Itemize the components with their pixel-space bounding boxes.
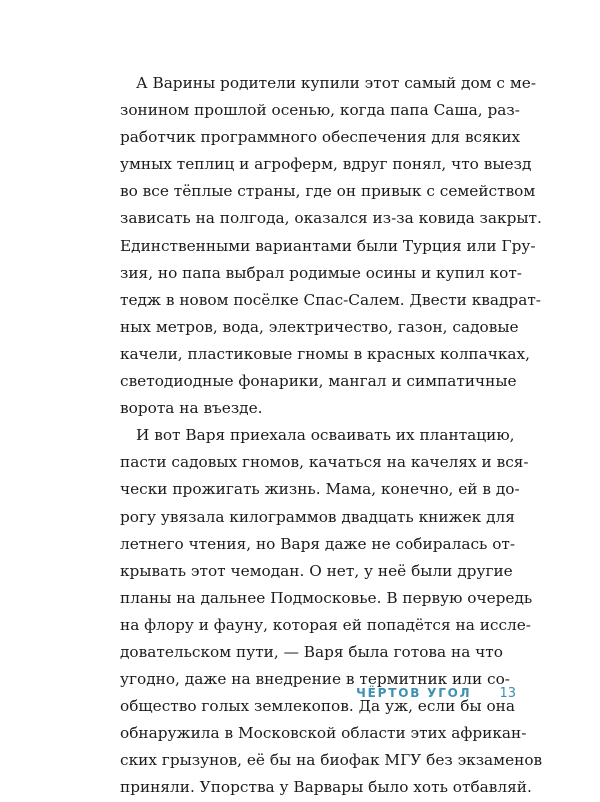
text-line: светодиодные фонарики, мангал и симпатичные xyxy=(120,372,517,391)
text-line: зия, но папа выбрал родимые осины и купил кот- xyxy=(120,263,522,282)
text-line: летнего чтения, но Варя даже не собиралась от- xyxy=(120,534,516,553)
text-line: приняли. Упорства у Варвары было хоть отбавляй. xyxy=(120,778,532,797)
text-line: обнаружила в Московской области этих африкан- xyxy=(120,724,527,743)
text-line: рогу увязала килограммов двадцать книжек для xyxy=(120,507,515,526)
page-footer xyxy=(356,686,516,701)
page-number: 13 xyxy=(499,686,516,701)
text-line: качели, пластиковые гномы в красных колпачках, xyxy=(120,344,531,363)
text-line: ворота на въезде. xyxy=(120,399,263,418)
text-line: Единственными вариантами были Турция или Гру- xyxy=(120,236,536,255)
text-line: работчик программного обеспечения для всяких xyxy=(120,128,521,147)
text-line: пасти садовых гномов, качаться на качелях и вся- xyxy=(120,453,529,472)
text-line: планы на дальнее Подмосковье. В первую очередь xyxy=(120,588,533,607)
text-line: ных метров, вода, электричество, газон, садовые xyxy=(120,317,519,336)
text-line: И вот Варя приехала осваивать их плантацию, xyxy=(136,426,515,445)
text-line: общество голых землекопов. Да уж, если бы она xyxy=(120,697,515,716)
text-line: во все тёплые страны, где он привык с семейством xyxy=(120,182,536,201)
running-title: ЧЁРТОВ УГОЛ xyxy=(356,686,472,700)
text-line: тедж в новом посёлке Спас-Салем. Двести квадрат- xyxy=(120,290,541,309)
text-line: зависать на полгода, оказался из-за ковида закрыт. xyxy=(120,209,542,228)
text-line: А Варины родители купили этот самый дом с ме- xyxy=(136,74,536,92)
text-line: чески прожигать жизнь. Мама, конечно, ей в до- xyxy=(120,480,520,499)
text-line: зонином прошлой осенью, когда папа Саша, раз- xyxy=(120,101,520,120)
text-line: умных теплиц и агроферм, вдруг понял, что выезд xyxy=(120,155,532,174)
text-line: довательском пути, — Варя была готова на что xyxy=(120,642,503,661)
text-line: угодно, даже на внедрение в термитник или со- xyxy=(120,670,510,689)
text-line: крывать этот чемодан. О нет, у неё были другие xyxy=(120,561,513,580)
text-line: на флору и фауну, которая ей попадётся на иссле- xyxy=(120,615,531,634)
text-line: ских грызунов, её бы на биофак МГУ без экзаменов xyxy=(120,751,543,770)
